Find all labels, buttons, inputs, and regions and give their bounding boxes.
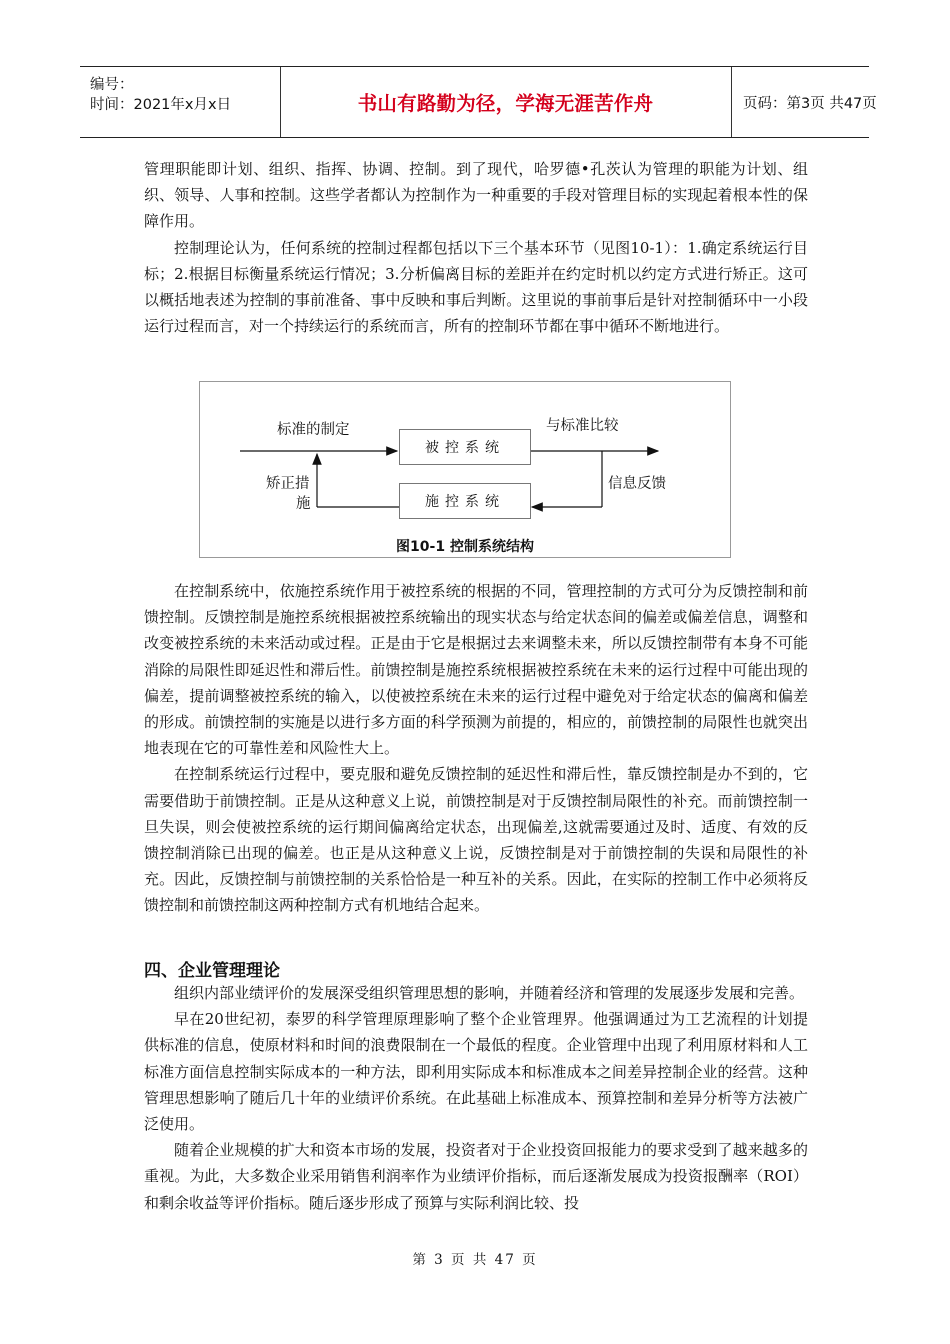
body-text-top xyxy=(144,156,808,339)
box-controlled-system: 被控系统 xyxy=(399,429,531,465)
label-correct-1: 矫正措 xyxy=(266,476,310,492)
paragraph: 早在20世纪初，泰罗的科学管理原理影响了整个企业管理界。他强调通过为工艺流程的计划提供标准的信息，使原材料和时间的浪费限制在一个最低的程度。企业管理中出现了利用原材料和人工标准方面信息控制实际成本的一种方法，即利用实际成本和标准成本之间差异控制企业的经营。这种管理思想影响了随后几十年的业绩评价系统。在此基础上标准成本、预算控制和差异分析等方法被广泛使用。 xyxy=(144,1010,808,1134)
header-number-label: 编号： xyxy=(90,77,134,93)
box-controller-system: 施控系统 xyxy=(399,483,531,519)
header-meta-cell xyxy=(80,67,281,137)
body-text-bottom xyxy=(144,980,808,1216)
header-motto: 书山有路勤为径，学海无涯苦作舟 xyxy=(357,92,654,115)
control-system-figure xyxy=(199,381,731,558)
header-date-label: 时间：2021年x月x日 xyxy=(90,97,232,113)
header-page-cell xyxy=(731,67,877,137)
label-compare: 与标准比较 xyxy=(546,418,619,434)
label-feedback: 信息反馈 xyxy=(608,476,666,492)
body-text-mid xyxy=(144,578,808,919)
paragraph: 控制理论认为，任何系统的控制过程都包括以下三个基本环节（见图10-1）：1.确定系统运行目标；2.根据目标衡量系统运行情况；3.分析偏离目标的差距并在约定时机以约定方式进行矫正。这可以概括地表述为控制的事前准备、事中反映和事后判断。这里说的事前事后是针对控制循环中一小段运行过程而言，对一个持续运行的系统而言，所有的控制环节都在事中循环不断地进行。 xyxy=(144,238,808,336)
paragraph: 组织内部业绩评价的发展深受组织管理思想的影响，并随着经济和管理的发展逐步发展和完善。 xyxy=(174,984,805,1002)
paragraph: 在控制系统运行过程中，要克服和避免反馈控制的延迟性和滞后性，靠反馈控制是办不到的，它需要借助于前馈控制。正是从这种意义上说，前馈控制是对于反馈控制局限性的补充。而前馈控制一旦失误，则会使被控系统的运行期间偏离给定状态，出现偏差,这就需要通过及时、适度、有效的反馈控制消除已出现的偏差。也正是从这种意义上说，反馈控制是对于前馈控制的失误和局限性的补充。因此，反馈控制与前馈控制的关系恰恰是一种互补的关系。因此，在实际的控制工作中必须将反馈控制和前馈控制这两种控制方式有机地结合起来。 xyxy=(144,765,808,915)
paragraph: 随着企业规模的扩大和资本市场的发展，投资者对于企业投资回报能力的要求受到了越来越多的重视。为此，大多数企业采用销售利润率作为业绩评价指标，而后逐渐发展成为投资报酬率（ROI）和剩余收益等评价指标。随后逐步形成了预算与实际利润比较、投 xyxy=(144,1141,808,1212)
page-footer: 第 3 页 共 47 页 xyxy=(412,1252,538,1268)
document-header xyxy=(80,66,877,138)
figure-caption: 图10-1 控制系统结构 xyxy=(396,539,534,555)
header-motto-cell xyxy=(280,67,732,137)
paragraph: 管理职能即计划、组织、指挥、协调、控制。到了现代，哈罗德•孔茨认为管理的职能为计划、组织、领导、人事和控制。这些学者都认为控制作为一种重要的手段对管理目标的实现起着根本性的保障作用。 xyxy=(144,160,808,231)
header-page-info: 页码：第3页 共47页 xyxy=(743,95,877,112)
paragraph: 在控制系统中，依施控系统作用于被控系统的根据的不同，管理控制的方式可分为反馈控制和前馈控制。反馈控制是施控系统根据被控系统输出的现实状态与给定状态间的偏差或偏差信息，调整和改变被控系统的未来活动或过程。正是由于它是根据过去来调整未来，所以反馈控制带有本身不可能消除的局限性即延迟性和滞后性。前馈控制是施控系统根据被控系统在未来的运行过程中可能出现的偏差，提前调整被控系统的输入，以使被控系统在未来的运行过程中避免对于给定状态的偏离和偏差的形成。前馈控制的实施是以进行多方面的科学预测为前提的，相应的，前馈控制的局限性也就突出地表现在它的可靠性差和风险性大上。 xyxy=(144,582,808,758)
figure-arrows xyxy=(200,382,730,557)
section-title: 四、企业管理理论 xyxy=(144,961,280,981)
label-correct-2: 施 xyxy=(296,496,311,512)
label-standard: 标准的制定 xyxy=(277,422,350,438)
